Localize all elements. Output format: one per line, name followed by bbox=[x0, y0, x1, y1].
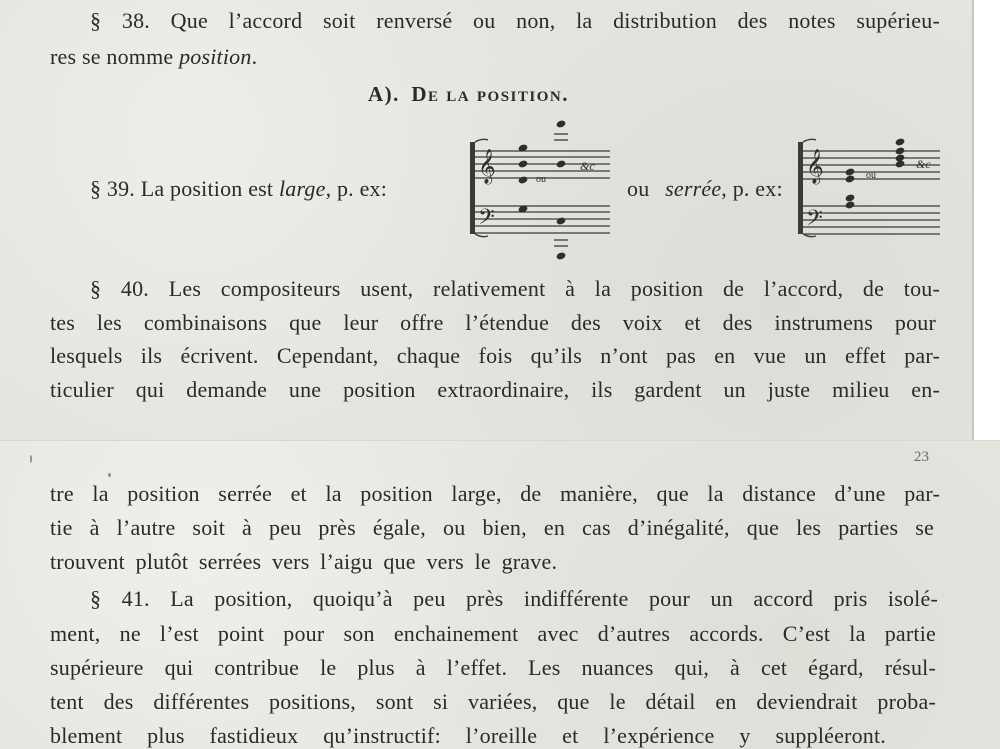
grand-staff-serree-icon bbox=[794, 136, 944, 246]
music-etc-label: &c bbox=[916, 157, 931, 171]
section-label: A). bbox=[368, 82, 400, 106]
para-39-label-large: § 39. La position est large, p. ex: bbox=[90, 176, 388, 201]
music-etc-label: &c bbox=[580, 159, 595, 173]
para-41-line-5: blement plus fastidieux qu’instructif: l’oreille et l’expérience y suppléeront. bbox=[50, 723, 886, 748]
paper-speck bbox=[108, 473, 111, 477]
para-40-line-4: ticulier qui demande une position extraordinaire, ils gardent un juste milieu en- bbox=[50, 377, 940, 402]
svg-text:𝄢: 𝄢 bbox=[478, 205, 495, 235]
svg-text:𝄞: 𝄞 bbox=[478, 149, 496, 184]
music-ou-label: ou bbox=[866, 170, 876, 181]
para-38-line-1 bbox=[90, 8, 940, 34]
para-38-line-2: res se nomme position. bbox=[50, 44, 258, 69]
scan-page-bottom bbox=[0, 440, 1000, 749]
para-41-line-4: tent des différentes positions, sont si variées, que le détail en deviendrait proba- bbox=[50, 689, 936, 714]
svg-text:𝄞: 𝄞 bbox=[806, 149, 824, 184]
para-40-cont-line-1: tre la position serrée et la position large, de manière, que la distance d’une par- bbox=[50, 481, 940, 506]
section-heading bbox=[368, 82, 569, 107]
para-40-line-2: tes les combinaisons que leur offre l’étendue des voix et des instrumens pour bbox=[50, 310, 936, 335]
para-41-line-3: supérieure qui contribue le plus à l’effet. Les nuances qui, à cet égard, résul- bbox=[50, 655, 936, 680]
para-40-line-3: lesquels ils écrivent. Cependant, chaque fois qu’ils n’ont pas en vue un effet par- bbox=[50, 343, 940, 368]
term-large: large bbox=[278, 176, 326, 201]
grand-staff-large-icon bbox=[462, 110, 622, 260]
para-41-line-2: ment, ne l’est point pour son enchainement avec d’autres accords. C’est la partie bbox=[50, 621, 936, 646]
para-40-cont-line-2: tie à l’autre soit à peu près égale, ou bien, en cas d’inégalité, que les parties se bbox=[50, 515, 934, 540]
section-title: De la position. bbox=[411, 82, 569, 106]
term-serree: serrée bbox=[665, 176, 722, 201]
term-position: position bbox=[179, 44, 252, 69]
para-41-line-1: § 41. La position, quoiqu’à peu près indifférente pour un accord pris isolé- bbox=[90, 586, 938, 611]
para-39-label-serree: ou serrée, p. ex: bbox=[627, 176, 783, 201]
para-38-text: § 38. Que l’accord soit renversé ou non, la distribution des notes supérieu- bbox=[90, 8, 940, 33]
para-40-cont-line-3: trouvent plutôt serrées vers l’aigu que vers le grave. bbox=[50, 549, 558, 574]
music-example-large-position bbox=[462, 110, 622, 260]
music-ou-label: ou bbox=[536, 174, 546, 185]
page-number: 23 bbox=[914, 449, 929, 465]
paper-speck bbox=[30, 455, 32, 463]
para-40-line-1: § 40. Les compositeurs usent, relativement à la position de l’accord, de tou- bbox=[90, 276, 940, 301]
svg-text:𝄢: 𝄢 bbox=[806, 206, 823, 236]
music-example-closed-position bbox=[794, 136, 944, 246]
